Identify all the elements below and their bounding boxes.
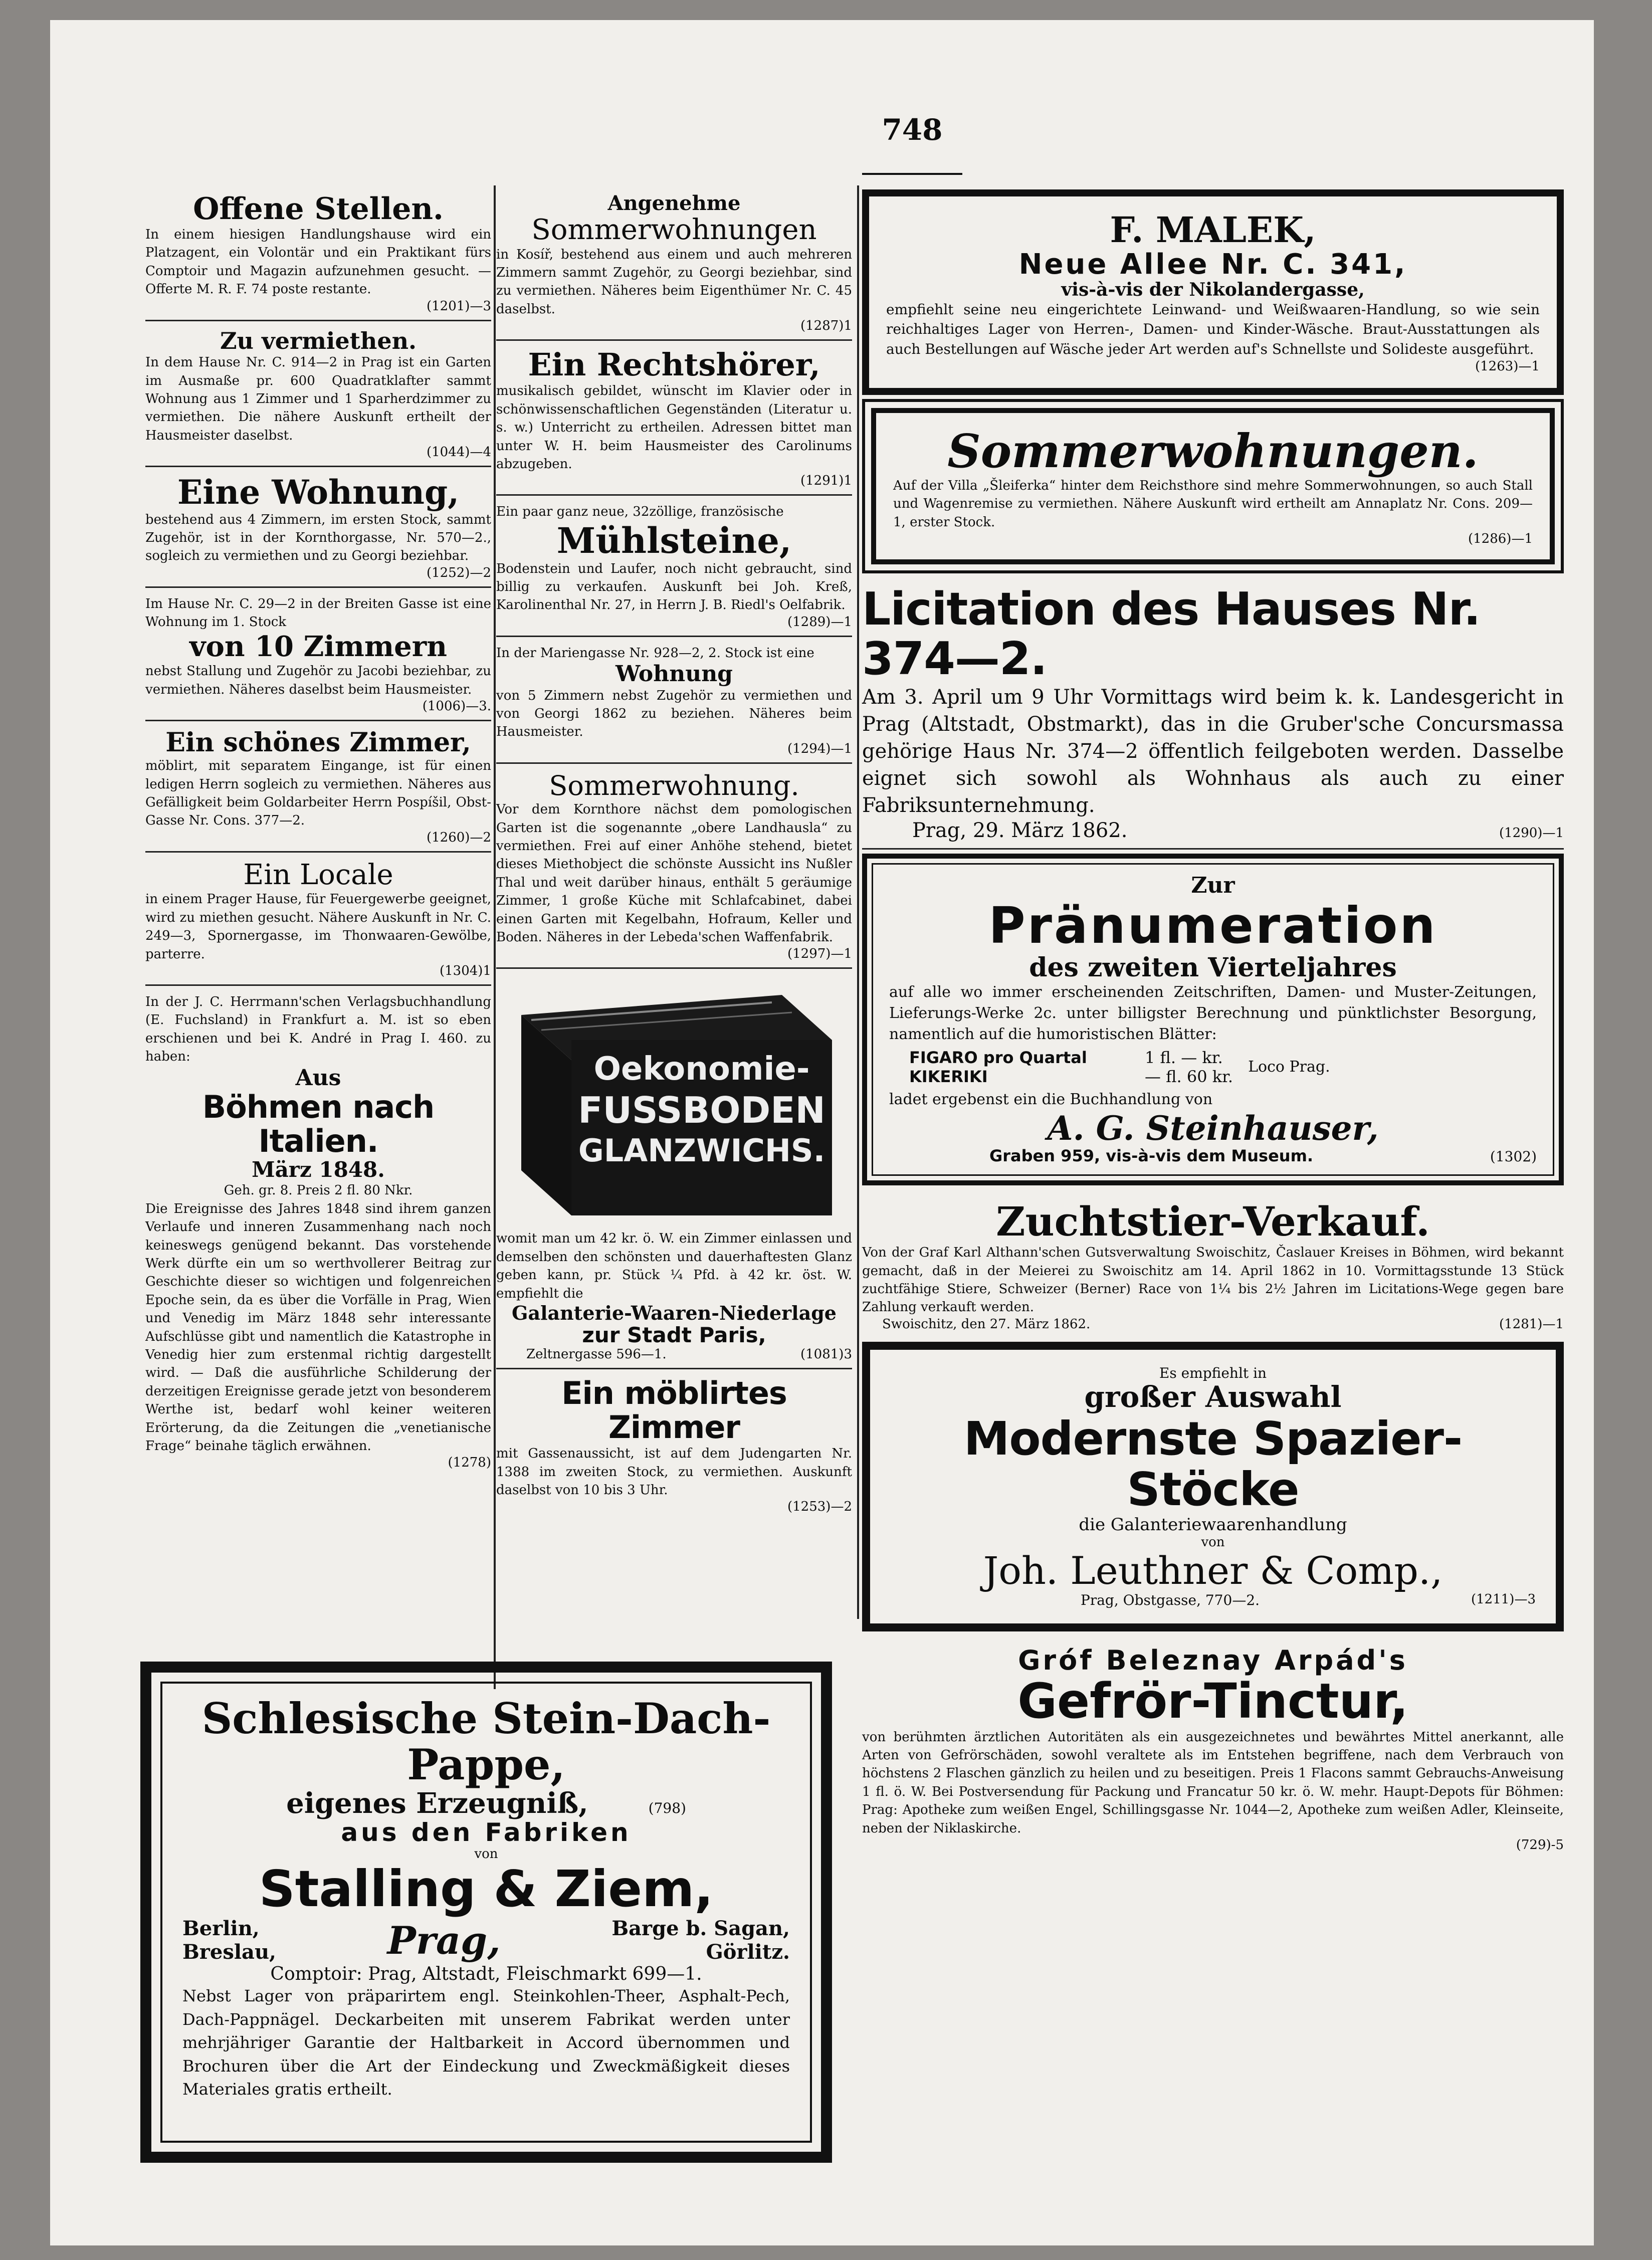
ad-sub: eigenes Erzeugniß, <box>286 1786 588 1820</box>
price-kikeriki: KIKERIKI <box>909 1067 988 1086</box>
ad-text: empfiehlt seine neu eingerichtete Leinwand- und Weißwaaren-Handlung, so wie sein reichhaltiges Lager von Herren-, Damen- und Kinder-Wäsche. Braut-Ausstattungen als auch Bestellungen auf Wäsche jeder Art werden auf's Schnellste und Solideste ausgeführt. <box>886 301 1540 357</box>
ad-text-2: ladet ergebenst ein die Buchhandlung von <box>889 1090 1213 1108</box>
wax-box-label <box>571 1050 832 1169</box>
ad-address: Prag, Obstgasse, 770—2. <box>1081 1591 1260 1608</box>
ad-text: in Kosíř, bestehend aus einem und auch mehreren Zimmern sammt Zugehör, zu Georgi beziehbar, sind zu vermiethen. Näheres beim Eigenthümer Nr. C. 45 daselbst. <box>496 247 852 317</box>
ad-ref: (1297)—1 <box>787 946 852 962</box>
loco-prag: Loco Prag. <box>1248 1058 1330 1076</box>
ad-moebl-zimmer <box>496 1369 852 1521</box>
ad-malek <box>862 189 1564 395</box>
ad-text: von 5 Zimmern nebst Zugehör zu vermiethen und von Georgi 1862 zu beziehen. Näheres beim Hausmeister. <box>496 688 852 740</box>
ad-price: Geh. gr. 8. Preis 2 fl. 80 Nkr. <box>224 1183 413 1198</box>
ad-shop: Galanterie-Waaren-Niederlage <box>512 1301 837 1324</box>
ad-title: Wohnung <box>615 661 733 687</box>
ad-text: Nebst Lager von präparirtem engl. Steinkohlen-Theer, Asphalt-Pech, Dach-Pappnägel. Deckarbeiten mit unserem Fabrikat werden unter mehrjähriger Garantie der Haltbarkeit in Accord übernommen und Brochuren über die Art der Eindeckung und Zweckmäßigkeit dieses Materiales gratis ertheilt. <box>182 1986 790 2099</box>
ad-line-3: die Galanteriewaarenhandlung <box>1079 1515 1347 1535</box>
ad-firm: A. G. Steinhauser, <box>1047 1108 1379 1148</box>
ad-address: Graben 959, vis-à-vis dem Museum. <box>989 1146 1314 1166</box>
ad-aus: Aus <box>295 1065 341 1091</box>
ad-text: womit man um 42 kr. ö. W. ein Zimmer einlassen und demselben den schönsten und dauerhaftesten Glanz geben kann, pr. Stück ¼ Pfd. à 42 kr. öst. W. empfiehlt die <box>496 1231 852 1301</box>
ad-title: Ein schönes Zimmer, <box>165 727 471 758</box>
ad-ref: (1289)—1 <box>787 614 852 630</box>
ad-boehmen-italien <box>145 986 491 1476</box>
ad-zuchtstier <box>862 1192 1564 1338</box>
column-3 <box>862 185 1564 1859</box>
ad-title: Böhmen nach Italien. <box>202 1088 435 1160</box>
ad-shop-2: zur Stadt Paris, <box>582 1322 766 1347</box>
ad-line-2: vis-à-vis der Nikolandergasse, <box>1061 279 1365 300</box>
ad-ref: (1304)1 <box>440 963 491 978</box>
ad-text: Auf der Villa „Šleiferka“ hinter dem Reichsthore sind mehre Sommerwohnungen, so auch Stall und Wagenremise zu vermiethen. Nähere Auskunft wird ertheilt am Annaplatz Nr. Cons. 209—1, erster Stock. <box>893 478 1533 530</box>
ad-title: Zu vermiethen. <box>220 327 417 354</box>
ad-title: Eine Wohnung, <box>177 473 460 512</box>
ad-title: Modernste Spazier-Stöcke <box>963 1411 1463 1516</box>
ad-ref: (1252)—2 <box>427 565 491 580</box>
ad-ref: (1290)—1 <box>1499 826 1564 841</box>
ad-schoenes-zimmer <box>145 721 491 853</box>
ad-glanzwichs <box>496 969 852 1369</box>
ad-text: Die Ereignisse des Jahres 1848 sind ihrem ganzen Verlaufe und inneren Zusammenhang nach noch keineswegs genügend bekannt. Das vorstehende Werk dürfte ein um so werthvollerer Beitrag zur Geschichte dieser so wichtigen und folgenreichen Epoche sein, da es über die Vorfälle in Prag, Wien und Venedig im März 1848 sehr interessante Aufschlüsse gibt und namentlich die Katastrophe in Venedig hier zum erstenmal richtig dargestellt wird. — Daß die ausführliche Schilderung der derzeitigen Ereignisse gerade jetzt von besonderem Werthe ist, bedarf wohl keiner weiteren Erörterung, da die Zeitungen die „venetianische Frage“ beinahe täglich erwähnen. <box>145 1201 491 1454</box>
ad-text: in einem Prager Hause, für Feuergewerbe geeignet, wird zu miethen gesucht. Nähere Auskunft in Nr. C. 249—3, Spornergasse, im Thonwaaren-Gewölbe, parterre. <box>145 892 491 962</box>
ad-intro: Im Hause Nr. C. 29—2 in der Breiten Gasse ist eine Wohnung im 1. Stock <box>145 596 491 630</box>
ad-ref: (1211)—3 <box>1471 1591 1536 1607</box>
ad-ref: (1287)1 <box>800 318 852 334</box>
ad-comptoir: Comptoir: Prag, Altstadt, Fleischmarkt 699—1. <box>270 1964 702 1985</box>
ad-title: Mühlsteine, <box>556 519 792 561</box>
ad-praenumeration <box>862 854 1564 1185</box>
ad-title: von 10 Zimmern <box>189 630 448 663</box>
ad-ref: (1302) <box>1490 1148 1537 1165</box>
city-prag: Prag, <box>387 1918 501 1963</box>
ad-ref: (1263)—1 <box>1475 358 1540 374</box>
page-number-rule <box>862 173 962 175</box>
ad-text: bestehend aus 4 Zimmern, im ersten Stock, sammt Zugehör, ist in der Kornthorgasse, Nr. 570—2., sogleich zu vermiethen und zu Georgi beziehbar. <box>145 512 491 564</box>
ad-pre: Ein paar ganz neue, 32zöllige, französische <box>496 504 784 520</box>
ad-ref: (1278) <box>448 1455 491 1471</box>
box-line-1: Oekonomie- <box>593 1051 810 1088</box>
ad-dachpappe <box>140 1662 832 2163</box>
ad-ref: (1081)3 <box>800 1346 852 1362</box>
ad-ref: (1281)—1 <box>1499 1316 1564 1332</box>
ad-sommerwohnungen-villa <box>871 408 1555 564</box>
ad-line-1: Es empfiehlt in <box>1159 1364 1267 1381</box>
price-kikeriki-value: — fl. 60 kr. <box>1145 1067 1233 1086</box>
ad-locale <box>145 853 491 986</box>
price-figaro: FIGARO pro Quartal <box>909 1048 1087 1067</box>
ad-firm: Stalling & Ziem, <box>259 1860 714 1919</box>
ad-title: F. MALEK, <box>1110 209 1316 251</box>
city-breslau: Breslau, <box>182 1940 276 1964</box>
ad-text: Am 3. April um 9 Uhr Vormittags wird beim k. k. Landesgericht in Prag (Altstadt, Obstmarkt), das in die Gruber'sche Concursmassa gehörige Haus Nr. 374—2 öffentlich feilgeboten werden. Dasselbe eignet sich sowohl als Wohnhaus als auch zu einer Fabriksunternehmung. <box>862 686 1564 817</box>
ad-zehn-zimmer <box>145 588 491 721</box>
ad-line-1: Neue Allee Nr. C. 341, <box>1018 248 1407 281</box>
ad-ref: (1294)—1 <box>787 741 852 756</box>
ad-line-2: großer Auswahl <box>1084 1379 1342 1414</box>
ad-title: Sommerwohnungen <box>531 214 817 246</box>
column-rule-1 <box>494 185 496 1689</box>
wax-box-illustration <box>511 985 837 1220</box>
column-2 <box>496 185 852 1520</box>
ad-ref: (1286)—1 <box>1468 531 1533 547</box>
ad-firm: Joh. Leuthner & Comp., <box>983 1548 1443 1593</box>
ad-title: Gefrör-Tinctur, <box>1017 1673 1408 1729</box>
ad-date: März 1848. <box>252 1157 385 1182</box>
price-figaro-value: 1 fl. — kr. <box>1145 1048 1223 1067</box>
ad-intro: In der J. C. Herrmann'schen Verlagsbuchhandlung (E. Fuchsland) in Frankfurt a. M. ist so eben erschienen und bei K. André in Prag I. 460. zu haben: <box>145 994 491 1065</box>
ad-ref: (1253)—2 <box>787 1499 852 1515</box>
ad-line-1: Gróf Beleznay Arpád's <box>1018 1644 1408 1676</box>
ad-ref: (1044)—4 <box>427 445 491 460</box>
ad-text: möblirt, mit separatem Eingange, ist für einen ledigen Herrn sogleich zu vermiethen. Näheres aus Gefälligkeit beim Goldarbeiter Herrn Pospíšil, Obst-Gasse Nr. Cons. 377—2. <box>145 758 491 829</box>
ad-title: Sommerwohnungen. <box>947 424 1479 478</box>
ad-title: Ein Rechtshörer, <box>528 346 820 383</box>
column-1 <box>145 185 491 1476</box>
ad-text: In einem hiesigen Handlungshause wird ein Platzagent, ein Volontär und ein Praktikant fürs Comptoir und Magazin aufzunehmen gesucht. — Offerte M. R. F. 74 poste restante. <box>145 227 491 297</box>
box-line-3: GLANZWICHS. <box>578 1132 825 1169</box>
ad-title: Ein möblirtes Zimmer <box>561 1374 787 1446</box>
ad-sub: des zweiten Vierteljahres <box>1029 952 1397 983</box>
ad-zu-vermiethen <box>145 321 491 468</box>
ad-sommerwohnung-kornthor <box>496 764 852 969</box>
ad-title: Sommerwohnung. <box>549 769 799 801</box>
ad-ref: (798) <box>648 1799 686 1816</box>
ad-date: Swoischitz, den 27. März 1862. <box>882 1316 1091 1332</box>
ad-gefroer-tinctur <box>862 1638 1564 1859</box>
ad-ref: (1260)—2 <box>427 830 491 845</box>
ad-text: nebst Stallung und Zugehör zu Jacobi beziehbar, zu vermiethen. Näheres daselbst beim Hausmeister. <box>145 664 491 697</box>
ad-eine-wohnung <box>145 467 491 588</box>
ad-muehlsteine <box>496 496 852 637</box>
ad-title: Offene Stellen. <box>193 191 444 227</box>
ad-sommerwohnungen-kosir <box>496 185 852 341</box>
ad-text: Bodenstein und Laufer, noch nicht gebraucht, sind billig zu verkaufen. Auskunft bei Joh. Kreß, Karolinenthal Nr. 27, in Herrn J. B. Riedl's Oelfabrik. <box>496 561 852 613</box>
ad-von: von <box>1201 1535 1225 1550</box>
ad-title: Pränumeration <box>988 896 1437 955</box>
ad-licitation <box>862 577 1564 850</box>
box-line-2: FUSSBODEN <box>578 1089 825 1132</box>
ad-text: Von der Graf Karl Althann'schen Gutsverwaltung Swoischitz, Časlauer Kreises in Böhmen, wird bekannt gemacht, daß in der Meierei zu Swoischitz am 14. April 1862 in 10. Vormittagsstunde 13 Stück zuchtfähige Stiere, Schweizer (Berner) Race von 1¼ bis 2½ Jahren im Licitations-Wege gegen bare Zahlung verkauft werden. <box>862 1245 1564 1315</box>
ad-text: mit Gassenaussicht, ist auf dem Judengarten Nr. 1388 im zweiten Stock, zu vermiethen. Auskunft daselbst von 10 bis 3 Uhr. <box>496 1446 852 1498</box>
ad-text: musikalisch gebildet, wünscht im Klavier oder in schönwissenschaftlichen Gegenständen (Literatur u. s. w.) Unterricht zu ertheilen. Adressen bittet man unter W. H. beim Hausmeister des Carolinums abzugeben. <box>496 383 852 472</box>
ad-spazier-stoecke <box>862 1342 1564 1631</box>
ad-ref: (1201)—3 <box>427 298 491 314</box>
ad-pre: Angenehme <box>607 191 741 215</box>
city-goerlitz: Görlitz. <box>706 1940 790 1964</box>
ad-ref: (1006)—3. <box>422 699 491 714</box>
ad-offene-stellen <box>145 185 491 321</box>
ad-rechtshoerer <box>496 341 852 496</box>
ad-address: Zeltnergasse 596—1. <box>526 1346 667 1362</box>
city-berlin: Berlin, <box>182 1917 260 1941</box>
ad-ref: (729)-5 <box>1516 1837 1564 1853</box>
ad-title: Zuchtstier-Verkauf. <box>996 1198 1430 1246</box>
ad-wohnung-mariengasse <box>496 637 852 764</box>
newspaper-page <box>50 20 1594 2245</box>
ad-date: Prag, 29. März 1862. <box>912 819 1128 843</box>
ad-title: Ein Locale <box>243 858 393 891</box>
page-number: 748 <box>882 113 943 147</box>
ad-text: von berühmten ärztlichen Autoritäten als ein ausgezeichnetes und bewährtes Mittel anerkannt, alle Arten von Gefrörschäden, sowohl veraltete als im Entstehen begriffene, nach dem Verbrauch von höchstens 2 Flaschen gänzlich zu heilen und zu beseitigen. Preis 1 Flacons sammt Gebrauchs-Anweisung 1 fl. ö. W. Bei Postversendung für Packung und Francatur 50 kr. ö. W. mehr. Haupt-Depots für Böhmen: Prag: Apotheke zum weißen Engel, Schillingsgasse Nr. 1044—2, Apotheke zum weißen Adler, Kleinseite, neben der Niklaskirche. <box>862 1729 1564 1836</box>
ad-von: von <box>474 1846 498 1862</box>
ad-ref: (1291)1 <box>800 473 852 489</box>
ad-line-2: aus den Fabriken <box>341 1818 632 1847</box>
ad-text: Vor dem Kornthore nächst dem pomologischen Garten ist die sogenannte „obere Landhausla“ zu vermiethen. Frei auf einer Anhöhe stehend, bietet dieses Miethobject die schönste Aussicht ins Nußler Thal und weit darüber hinaus, enthält 5 geräumige Zimmer, 1 große Küche mit Schlafcabinet, dabei einen Garten mit Kegelbahn, Hofraum, Keller und Boden. Näheres in der Lebeda'schen Waffenfabrik. <box>496 802 852 945</box>
ad-title: Licitation des Hauses Nr. 374—2. <box>862 583 1481 686</box>
ad-text: auf alle wo immer erscheinenden Zeitschriften, Damen- und Muster-Zeitungen, Lieferungs-Werke 2c. unter billigster Berechnung und pünktlichster Besorgung, namentlich auf die humoristischen Blätter: <box>889 983 1537 1043</box>
ad-pre: In der Mariengasse Nr. 928—2, 2. Stock ist eine <box>496 645 814 661</box>
column-rule-2 <box>857 185 859 1619</box>
ad-text: In dem Hause Nr. C. 914—2 in Prag ist ein Garten im Ausmaße pr. 600 Quadratklafter sammt Wohnung aus 1 Zimmer und 1 Sparherdzimmer zu vermiethen. Die nähere Auskunft ertheilt der Hausmeister daselbst. <box>145 355 491 443</box>
ad-pre: Zur <box>1191 873 1235 899</box>
ad-title: Schlesische Stein-Dach-Pappe, <box>201 1694 771 1790</box>
city-barge: Barge b. Sagan, <box>611 1917 790 1941</box>
